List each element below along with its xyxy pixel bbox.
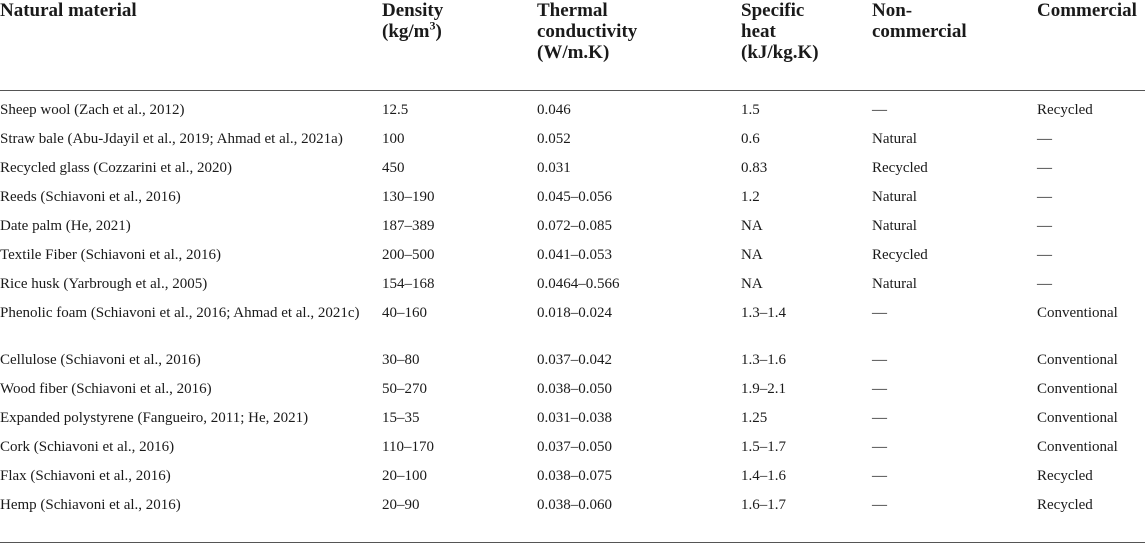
cell-thermal-conductivity: 0.031	[537, 160, 571, 176]
cell-commercial: Recycled	[1037, 468, 1093, 484]
cell-density: 20–100	[382, 468, 427, 484]
cell-non-commercial: Natural	[872, 131, 917, 147]
cell-material: Hemp (Schiavoni et al., 2016)	[0, 497, 181, 513]
cell-density: 187–389	[382, 218, 435, 234]
table-header	[0, 0, 1145, 91]
cell-non-commercial: —	[872, 381, 887, 397]
header-commercial-text: Commercial	[1037, 0, 1137, 21]
cell-non-commercial: Natural	[872, 189, 917, 205]
table-row	[0, 152, 1145, 181]
header-commercial	[1037, 0, 1145, 91]
cell-commercial: —	[1037, 247, 1052, 263]
cell-material: Wood fiber (Schiavoni et al., 2016)	[0, 381, 212, 397]
cell-material: Expanded polystyrene (Fangueiro, 2011; He, 2021)	[0, 410, 309, 426]
cell-thermal-conductivity: 0.038–0.060	[537, 497, 612, 513]
cell-material: Textile Fiber (Schiavoni et al., 2016)	[0, 247, 221, 263]
cell-thermal-conductivity: 0.041–0.053	[537, 247, 612, 263]
header-noncommercial-line2: commercial	[872, 21, 967, 42]
cell-thermal-conductivity: 0.038–0.050	[537, 381, 612, 397]
header-natural-material-text: Natural material	[0, 0, 137, 21]
header-density-line2	[382, 18, 537, 42]
cell-non-commercial: Recycled	[872, 160, 928, 176]
cell-specific-heat: 0.6	[741, 131, 760, 147]
cell-specific-heat: 1.25	[741, 410, 768, 426]
cell-specific-heat: 1.5	[741, 102, 760, 118]
header-thermal-line2: conductivity	[537, 21, 638, 42]
table-row	[0, 239, 1145, 268]
cell-commercial: Conventional	[1037, 439, 1118, 455]
cell-material: Phenolic foam (Schiavoni et al., 2016; Ahmad et al., 2021c)	[0, 305, 360, 321]
cell-commercial: —	[1037, 189, 1052, 205]
table-row	[0, 402, 1145, 431]
header-density-line1: Density	[382, 0, 444, 21]
cell-non-commercial: —	[872, 497, 887, 513]
cell-commercial: Recycled	[1037, 102, 1093, 118]
header-thermal-line1: Thermal	[537, 0, 608, 21]
cell-commercial: Conventional	[1037, 410, 1118, 426]
table-row	[0, 181, 1145, 210]
cell-thermal-conductivity: 0.018–0.024	[537, 305, 612, 321]
cell-commercial: —	[1037, 218, 1052, 234]
cell-thermal-conductivity: 0.045–0.056	[537, 189, 612, 205]
cell-non-commercial: Natural	[872, 276, 917, 292]
table-row	[0, 268, 1145, 297]
cell-density: 15–35	[382, 410, 420, 426]
cell-thermal-conductivity: 0.031–0.038	[537, 410, 612, 426]
cell-material: Flax (Schiavoni et al., 2016)	[0, 468, 171, 484]
cell-non-commercial: Recycled	[872, 247, 928, 263]
header-row	[0, 0, 1145, 91]
cell-commercial: Recycled	[1037, 497, 1093, 513]
cell-non-commercial: —	[872, 102, 887, 118]
cell-thermal-conductivity: 0.0464–0.566	[537, 276, 620, 292]
cell-material: Recycled glass (Cozzarini et al., 2020)	[0, 160, 233, 176]
cell-non-commercial: —	[872, 352, 887, 368]
table-body	[0, 91, 1145, 519]
table-row	[0, 373, 1145, 402]
header-density-close: )	[435, 21, 442, 42]
cell-non-commercial: —	[872, 468, 887, 484]
cell-material: Sheep wool (Zach et al., 2012)	[0, 102, 185, 118]
cell-specific-heat: 1.5–1.7	[741, 439, 786, 455]
header-non-commercial	[872, 0, 1037, 91]
cell-commercial: —	[1037, 160, 1052, 176]
cell-specific-heat: NA	[741, 276, 763, 292]
table-row	[0, 123, 1145, 152]
header-specific-line3: (kJ/kg.K)	[741, 42, 819, 63]
cell-material: Reeds (Schiavoni et al., 2016)	[0, 189, 181, 205]
cell-specific-heat: 1.2	[741, 189, 760, 205]
table-row	[0, 210, 1145, 239]
table-row	[0, 91, 1145, 124]
cell-specific-heat: 1.3–1.6	[741, 352, 786, 368]
cell-thermal-conductivity: 0.037–0.050	[537, 439, 612, 455]
header-specific-heat	[741, 0, 872, 91]
cell-non-commercial: Natural	[872, 218, 917, 234]
cell-commercial: —	[1037, 131, 1052, 147]
cell-commercial: Conventional	[1037, 305, 1118, 321]
header-thermal-line3: (W/m.K)	[537, 42, 610, 63]
cell-commercial: Conventional	[1037, 381, 1118, 397]
cell-material: Rice husk (Yarbrough et al., 2005)	[0, 276, 208, 292]
cell-thermal-conductivity: 0.072–0.085	[537, 218, 612, 234]
header-density-exponent: 3	[429, 18, 436, 33]
cell-thermal-conductivity: 0.038–0.075	[537, 468, 612, 484]
cell-density: 450	[382, 160, 405, 176]
cell-density: 154–168	[382, 276, 435, 292]
cell-specific-heat: 1.9–2.1	[741, 381, 786, 397]
cell-specific-heat: 0.83	[741, 160, 768, 176]
cell-density: 30–80	[382, 352, 420, 368]
table-row	[0, 431, 1145, 460]
cell-specific-heat: 1.4–1.6	[741, 468, 786, 484]
header-density-unit: (kg/m	[382, 21, 430, 42]
cell-specific-heat: NA	[741, 218, 763, 234]
cell-density: 200–500	[382, 247, 435, 263]
cell-material: Cork (Schiavoni et al., 2016)	[0, 439, 175, 455]
table-row	[0, 344, 1145, 373]
cell-density: 100	[382, 131, 405, 147]
header-natural-material	[0, 0, 382, 91]
table-row	[0, 489, 1145, 518]
table-bottom-rule	[0, 542, 1145, 543]
header-thermal-conductivity	[537, 0, 741, 91]
cell-non-commercial: —	[872, 410, 887, 426]
cell-commercial: —	[1037, 276, 1052, 292]
cell-thermal-conductivity: 0.052	[537, 131, 571, 147]
cell-density: 12.5	[382, 102, 409, 118]
table-row	[0, 297, 1145, 344]
table-row	[0, 460, 1145, 489]
cell-material: Cellulose (Schiavoni et al., 2016)	[0, 352, 201, 368]
cell-thermal-conductivity: 0.037–0.042	[537, 352, 612, 368]
cell-non-commercial: —	[872, 439, 887, 455]
cell-density: 20–90	[382, 497, 420, 513]
cell-material: Straw bale (Abu-Jdayil et al., 2019; Ahmad et al., 2021a)	[0, 131, 343, 147]
cell-density: 50–270	[382, 381, 427, 397]
header-specific-line2: heat	[741, 21, 776, 42]
cell-specific-heat: NA	[741, 247, 763, 263]
cell-specific-heat: 1.6–1.7	[741, 497, 786, 513]
cell-non-commercial: —	[872, 305, 887, 321]
cell-density: 130–190	[382, 189, 435, 205]
header-specific-line1: Specific	[741, 0, 805, 21]
header-density	[382, 0, 537, 91]
cell-density: 40–160	[382, 305, 427, 321]
cell-density: 110–170	[382, 439, 434, 455]
header-noncommercial-line1: Non-	[872, 0, 913, 21]
cell-commercial: Conventional	[1037, 352, 1118, 368]
cell-specific-heat: 1.3–1.4	[741, 305, 786, 321]
cell-thermal-conductivity: 0.046	[537, 102, 571, 118]
cell-material: Date palm (He, 2021)	[0, 218, 131, 234]
